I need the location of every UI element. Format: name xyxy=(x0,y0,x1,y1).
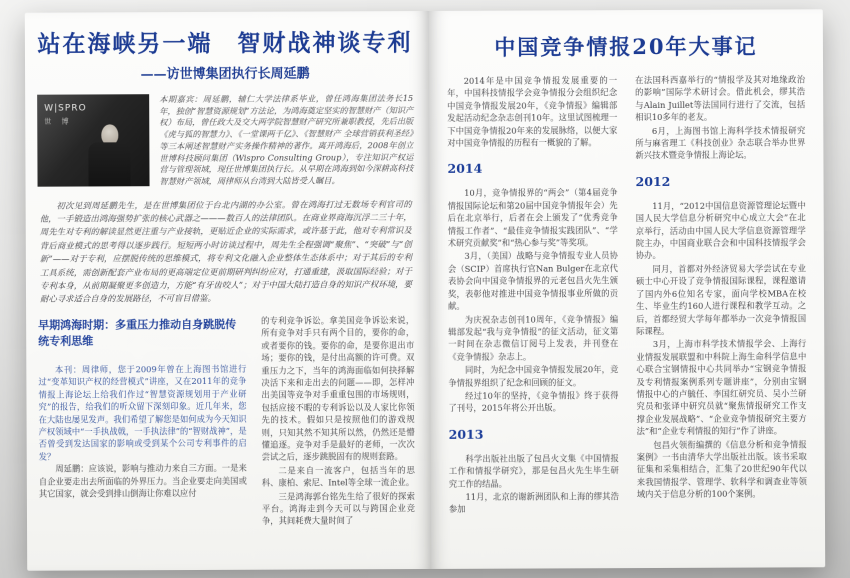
paragraph: 在法国科西嘉举行的“情报学及其对地缘政治的影响”国际学术研讨会。借此机会，缪其浩与Alain Juillet等法国同行进行了交流，包括相识10多年的老友。 xyxy=(635,74,806,123)
paragraph: 二是来自一流客户，包括当年的思科、康柏、索尼、Intel等全球一流企业。 xyxy=(261,464,415,488)
paragraph: 经过10年的坚持，《竞争情报》终于获得了刊号，2015年将公开出版。 xyxy=(448,390,619,414)
right-page xyxy=(429,9,825,569)
right-page-title: 中国竞争情报20年大事记 xyxy=(494,33,758,60)
right-page-columns xyxy=(447,73,807,555)
wispro-logo-text: W|SPRO xyxy=(44,103,87,114)
paragraph: 包昌火领衔编撰的《信息分析和竞争情报案例》一书由清华大学出版社出版。该书采取征集和采集相结合，汇集了20世纪90年代以来我国情报学、管理学、软科学和调查业等领域内关于信息分析的100个案例。 xyxy=(636,438,807,500)
paragraph: 2012 xyxy=(635,173,671,189)
paragraph: 11月，“2012中国信息资源管理论坛暨中国人民大学信息分析研究中心成立大会”在北京举行，活动由中国人民大学信息资源管理学院主办，中国商业联合会和中国科技情报学会协办。 xyxy=(635,200,806,261)
paragraph: 3月，上海市科学技术情报学会、上海行业情报发展联盟和中科院上海生命科学信息中心联合宝钢情报中心共同举办“宝钢竞争情报及专利情报案例系列专题讲座”，分别由宝钢情报中心的卢毓任、李国红研究员、吴小兰研究员和张译中研究员就“聚焦情报研究工作支撑企业发展战略”、“企业竞争情报研究主要方法”和“企业专利情报的知行”作了讲座。 xyxy=(636,338,807,437)
wispro-logo xyxy=(44,103,87,126)
person-silhouette xyxy=(85,124,133,186)
right-page-column2 xyxy=(635,73,807,554)
wispro-logo-chinese: 世 博 xyxy=(44,117,73,126)
paragraph: 11月，北京的谢新洲团队和上海的缪其浩参加 xyxy=(448,491,619,515)
left-page-column1 xyxy=(38,315,247,557)
right-page-column1 xyxy=(447,74,619,555)
paragraph: 10月，竞争情报界的“两会”（第4届竞争情报国际论坛和第20届中国竞争情报年会）先后在北京举行，后者在会上颁发了“优秀竞争情报工作者”、“最佳竞争情报实践团队”、“学术研究贡献奖”和“热心参与奖”等奖项。 xyxy=(447,187,618,248)
guest-bio: 本期嘉宾：周延鹏，辅仁大学法律系毕业，曾任鸿海集团法务长15年，独创“智慧资源规划”方法论，为鸿海奠定坚实的智慧财产（知识产权）布局，曾任政大及交大两学院智慧财产研究所兼职教授，先后出版《虎与狐的智慧力》、《一堂课两千亿》、《智慧财产 全球营销获利圣经》等三本阐述智慧财产实务操作精神的著作。离开鸿海后，2008年创立世博科技顾问集团（Wispro Consulting Group），专注知识产权运营与管理领域，现任世博集团执行长。从早期在鸿海到如今深耕高科技智慧财产领域，周律师从台湾到大陆皆受人瞩目。 xyxy=(159,93,414,187)
interviewee-photo xyxy=(37,94,149,186)
paragraph: 2014 xyxy=(447,161,483,177)
paragraph: 3月，（美国）战略与竞争情报专业人员协会（SCIP）首席执行官Nan Bulger在北京代表协会向中国竞争情报界的元老包昌火先生颁奖，表彰他对推进中国竞争情报事业所做的贡献。 xyxy=(447,250,619,311)
interview-answer: 周延鹏：应该说，影响与推动力来自三方面。一是来自企业要走出去所面临的外界压力。当企业要走向美国或其它国家，就会受到排山倒海让你难以应付 xyxy=(38,462,247,499)
paragraph: 三是鸿海郭台铭先生给了很好的探索平台。鸿海走到今天可以与跨国企业竞争，其间耗费大量时间了 xyxy=(261,490,415,527)
left-page-subtitle: ——访世博集团执行长周延鹏 xyxy=(140,66,310,83)
paragraph: 同月，首都对外经济贸易大学尝试在专业硕士中心开设了竞争情报国际课程，课程邀请了国内外6位知名专家，面向学校MBA在校生、毕业生约160人进行课程和教学互动。之后，首都经贸大学每年都举办一次竞争情报国际课程。 xyxy=(635,263,807,336)
magazine-spread xyxy=(25,9,825,570)
paragraph: 为庆祝杂志创刊10周年，《竞争情报》编辑部发起“我与竞争情报”的征文活动，征文第一时间在杂志微信订阅号上发表，并刊登在《竞争情报》杂志上。 xyxy=(448,313,619,362)
left-page-columns xyxy=(38,314,415,557)
left-page xyxy=(25,11,431,571)
intro-paragraph: 初次见到周延鹏先生，是在世博集团位于台北内湖的办公室。曾在鸿海打过无数场专利官司的他，一手锻造出鸿海强势扩张的核心武器之———数百人的法律团队。在商业界商海沉浮二三十年，周先生对专利的解读显然更注重与产业接轨，更贴近企业的实际需求，或许基于此，他对专利常识及背后商业模式的思考得以逐步践行。短短两小时访谈过程中，周先生全程强调“聚焦”、“突破”与“创新”——对于专利，应摆脱传统的思维模式，将专利文化融入企业整体生态体系中；对于其后的专利工具系统，需创新配套产业布局的更高端定位更前期研判纠纷应对，打通重建，汲取国际经验；对于专利本身，从前期凝聚更多创造力，方能“有牙齿咬人”；对于中国大陆打造自身的知识产权环境，要耐心寻求适合自身的发展路径，不可盲目借鉴。 xyxy=(39,198,412,305)
paragraph: 科学出版社出版了包昌火文集《中国情报工作和情报学研究》，那是包昌火先生毕生研究工作的结晶。 xyxy=(448,452,619,489)
paragraph: 的专利竞争诉讼。拿美国竞争诉讼来说，所有竞争对手只有两个目的，要你的命，或者要你的钱。要你的命，是要你退出市场；要你的钱，是付出高额的许可费。双重压力之下，当年的鸿海面临如何抉择解决活下来和走出去的问题——即，怎样冲出美国等竞争对手重重包围的市场规则，包括应接不暇的专利诉讼以及人家比你领先的技术。假如只是按照他们的游戏规则，只知其然不知其所以然，仍然还是懵懂追逐。竞争对手是最好的老师，一次次尝试之后，逐步跳脱固有的规则套路。 xyxy=(261,314,415,463)
paragraph: 6月，上海图书馆上海科学技术情报研究所与麻省理工《科技创业》杂志联合举办世界新兴技术暨竞争情报上海论坛。 xyxy=(635,124,806,161)
paragraph: 2014年是中国竞争情报发展重要的一年，中国科技情报学会竞争情报分会组织纪念中国竞争情报发展20年，《竞争情报》编辑部发起活动纪念杂志创刊10年。这里试图梳理一下中国竞争情报20年来的发展脉络，以便大家对中国竞争情报的历程有一概貌的了解。 xyxy=(447,75,618,148)
section-heading: 早期鸿海时期：多重压力推动自身跳脱传统专利思维 xyxy=(38,317,237,349)
left-page-column2 xyxy=(261,314,415,556)
paragraph: 同时，为纪念中国竞争情报发展20年，竞争情报界组织了纪念和回顾的征文。 xyxy=(448,364,619,388)
interview-question: 本刊：周律师，您于2009年曾在上海图书馆进行过“变革知识产权的经营模式”讲座，又在2011年的竞争情报上海论坛上给我们作过“智慧资源规划用于产业研究”的报告，给我们的听众留下深刻印象。近几年来，您在大陆也屡见发声。我们希望了解您是如何成为今天知识产权领域中“一手执战戟，一手执法律”的“智财战神”，是否曾受到发达国家的影响或受到某个公司专利事件的启发？ xyxy=(38,363,247,462)
left-page-title: 站在海峡另一端 智财战神谈专利 xyxy=(37,29,413,58)
guest-profile-block xyxy=(37,93,413,188)
paragraph: 2013 xyxy=(448,426,484,442)
person-suit xyxy=(88,142,130,186)
